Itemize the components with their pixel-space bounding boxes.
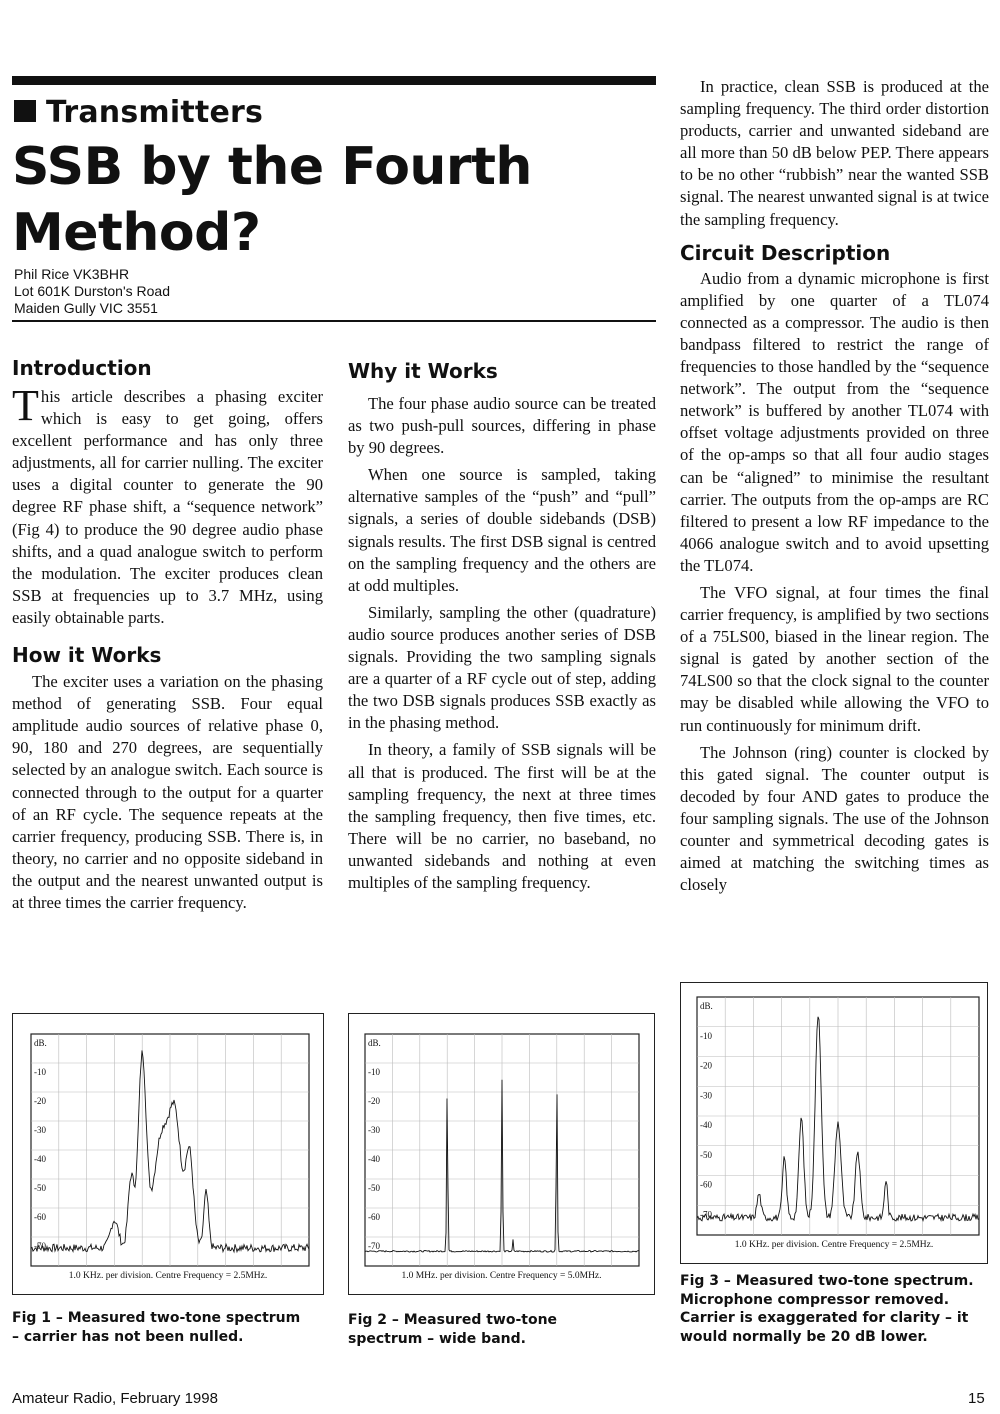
section-tag-label: Transmitters (46, 95, 264, 130)
footer-page-number: 15 (968, 1390, 985, 1407)
why-paragraph-2: When one source is sampled, taking alternative samples of the “push” and “pull” signals, a series of double sidebands (DSB) signals results. The first DSB signal is centred on the sampling frequency and the others are at odd multiples. (348, 465, 656, 595)
figure-2-caption: Fig 2 – Measured two-tone spectrum – wide band. (348, 1312, 558, 1347)
circuit-paragraph-2: The VFO signal, at four times the final carrier frequency, is amplified by two sections of a 75LS00, biased in the linear region. The signal is gated by another section of the 74LS00 so that the clock signal to the counter may be disabled while allowing the VFO to run continuously for minimum drift. (680, 582, 989, 735)
circuit-paragraph-3: The Johnson (ring) counter is clocked by this gated signal. The counter output is decoded by four AND gates to produce the four sampling signals. The use of the Johnson counter and symmetrical decoding gates is aimed at matching the switching times as closely (680, 742, 989, 895)
author-address-1: Lot 601K Durston's Road (14, 283, 170, 299)
top-rule (12, 76, 656, 85)
footer-publication: Amateur Radio, February 1998 (12, 1390, 218, 1407)
axis-tick-label: -60 (368, 1212, 380, 1222)
figure-1-spectrum (13, 1014, 323, 1294)
axis-tick-label: -10 (700, 1030, 712, 1041)
title-line-1: SSB by the Fourth (12, 137, 532, 197)
introduction-heading: Introduction (12, 356, 152, 380)
figure-2-spectrum (349, 1014, 654, 1294)
axis-tick-label: dB. (700, 1001, 713, 1011)
figure-1 (12, 1013, 324, 1295)
introduction-text: his article describes a phasing exciter which is easy to get going, offers excellent performance and has only three adjustments, all for carrier nulling. The exciter uses a digital counter to generate the 90 degree RF phase shift, a “sequence network” (Fig 4) to produce the 90 degree audio phase shifts, and a quad analogue switch to perform the modulation. The exciter produces clean SSB at frequencies up to 3.7 MHz, using easily obtainable parts. (12, 387, 323, 627)
axis-tick-label: -40 (700, 1120, 712, 1130)
figure-1-caption: Fig 1 – Measured two-tone spectrum – carrier has not been nulled. (12, 1310, 301, 1345)
axis-tick-label: -10 (368, 1067, 380, 1077)
square-bullet-icon (14, 100, 36, 122)
axis-tick-label: -70 (700, 1209, 712, 1220)
title-line-2: Method? (12, 203, 261, 263)
axis-tick-label: -70 (368, 1241, 380, 1251)
axis-tick-label: -40 (368, 1154, 380, 1164)
figure-1-scale-caption: 1.0 KHz. per division. Centre Frequency = 2.5MHz. (68, 1271, 268, 1281)
practice-paragraph: In practice, clean SSB is produced at the sampling frequency. The third order distortion products, carrier and unwanted sideband are all more than 50 dB below PEP. There appears to be no other “rubbish” near the wanted SSB signal. The nearest unwanted signal is at twice the sampling frequency. (680, 77, 989, 229)
circuit-description-heading: Circuit Description (680, 240, 891, 265)
axis-tick-label: -50 (368, 1183, 380, 1193)
column-3 (680, 76, 989, 896)
axis-tick-label: -20 (34, 1096, 46, 1106)
why-it-works-heading: Why it Works (348, 359, 498, 383)
figure-3-spectrum (681, 983, 987, 1263)
axis-tick-label: -30 (700, 1090, 712, 1101)
axis-tick-label: -60 (34, 1212, 46, 1222)
column-1 (12, 356, 323, 914)
circuit-paragraph-1: Audio from a dynamic microphone is first amplified by one quarter of a TL074 connected as a compressor. The audio is then bandpass filtered to restrict the range of frequencies to those handled by the “sequence network”. The output from the “sequence network” is buffered by another TL074 with offset voltage adjustments provided on three of the op-amps so that all four audio stages can be “aligned” to minimise the resultant carrier. The outputs from the op-amps are RC filtered to present a low RF impedance to the 4066 analogue switch and to avoid upsetting the TL074. (680, 268, 989, 575)
figure-3 (680, 982, 988, 1264)
figure-2-scale-caption: 1.0 MHz. per division. Centre Frequency = 5.0MHz. (401, 1271, 602, 1281)
why-paragraph-3: Similarly, sampling the other (quadrature) audio source produces another series of DSB signals. Providing the two sampling signals are a quarter of a RF cycle out of step, adding the two DSB signals produces SSB exactly as in the phasing method. (348, 602, 656, 733)
figure-3-scale-caption: 1.0 KHz. per division. Centre Frequency = 2.5MHz. (734, 1240, 934, 1250)
how-it-works-heading: How it Works (12, 643, 162, 668)
axis-tick-label: -20 (368, 1096, 380, 1106)
author-address-2: Maiden Gully VIC 3551 (14, 300, 158, 316)
axis-tick-label: -70 (34, 1241, 46, 1251)
axis-tick-label: -50 (34, 1183, 46, 1193)
author-block (14, 266, 170, 317)
drop-cap: T (12, 381, 39, 430)
axis-tick-label: -20 (700, 1060, 712, 1071)
axis-tick-label: -50 (700, 1149, 712, 1160)
axis-tick-label: -30 (34, 1125, 46, 1135)
figure-3-caption: Fig 3 – Measured two-tone spectrum. Microphone compressor removed. Carrier is exaggerated for clarity – it would normally be 20 dB lower. (680, 1273, 974, 1345)
column-2 (348, 359, 656, 894)
how-it-works-paragraph: The exciter uses a variation on the phasing method of generating SSB. Four equal amplitude audio sources of relative phase 0, 90, 180 and 270 degrees, are sequentially selected by an analogue switch. Each source is connected through to the output for a quarter of an RF cycle. The sequence repeats at the carrier frequency, producing SSB. There is, in theory, no carrier and no opposite sideband in the output and the nearest unwanted output is at three times the carrier frequency. (12, 672, 323, 912)
figure-2 (348, 1013, 655, 1295)
axis-tick-label: -40 (34, 1154, 46, 1164)
gridlines (365, 1034, 639, 1266)
gridlines (31, 1034, 309, 1266)
axis-tick-label: dB. (34, 1038, 47, 1048)
axis-tick-label: -10 (34, 1067, 46, 1077)
why-paragraph-1: The four phase audio source can be treated as two push-pull sources, differing in phase by 90 degrees. (348, 394, 656, 458)
section-tag (14, 95, 263, 130)
gridlines (697, 997, 979, 1235)
axis-tick-label: dB. (368, 1038, 381, 1048)
article-title (12, 134, 652, 266)
axis-tick-label: -30 (368, 1125, 380, 1135)
introduction-paragraph (12, 381, 323, 629)
axis-tick-label: -60 (700, 1179, 712, 1190)
why-paragraph-4: In theory, a family of SSB signals will be all that is produced. The first will be at the sampling frequency, the next at three times the sampling frequency, then five times, etc. There will be no carrier, no baseband, no unwanted sidebands and nothing at even multiples of the sampling frequency. (348, 740, 656, 892)
author-name: Phil Rice VK3BHR (14, 266, 130, 282)
author-rule (12, 320, 656, 322)
